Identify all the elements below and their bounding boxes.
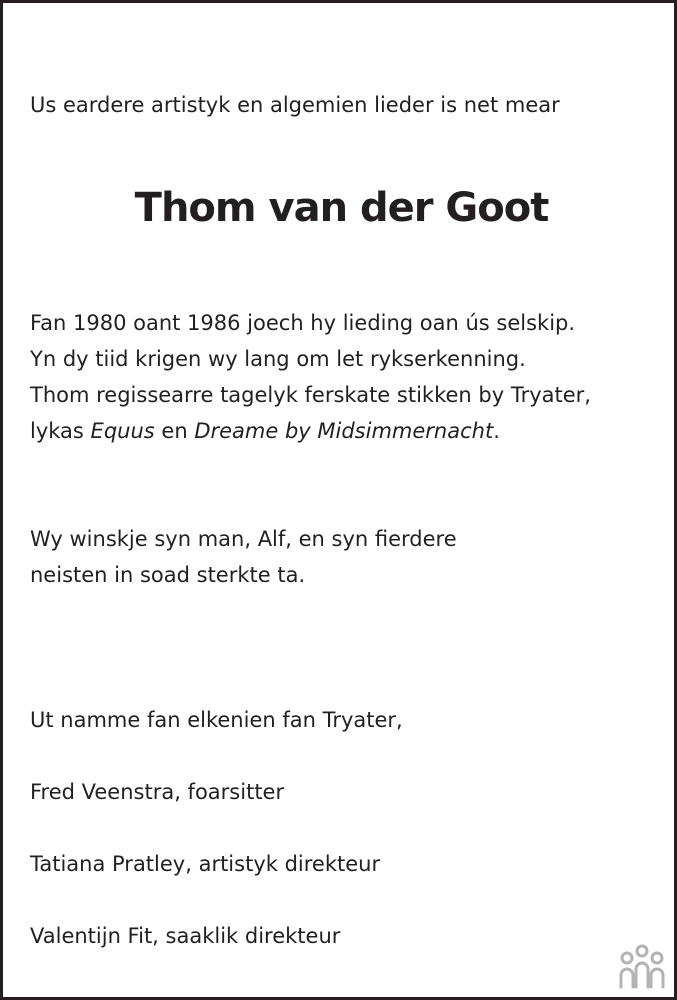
- bio-text: en: [154, 419, 195, 443]
- signatory: Tatiana Pratley, artistyk direkteur: [30, 852, 381, 876]
- play-title: Dreame by Midsimmernacht: [194, 419, 494, 443]
- bio-line: [30, 413, 591, 449]
- signatory: Valentijn Fit, saaklik direkteur: [30, 924, 341, 948]
- condolence-paragraph: [30, 521, 457, 593]
- play-title: Equus: [90, 419, 155, 443]
- people-group-icon: [615, 943, 669, 991]
- biography-paragraph: [30, 305, 591, 449]
- bio-text: .: [493, 419, 500, 443]
- bio-line: Yn dy tiid krigen wy lang om let rykserkenning.: [30, 347, 526, 371]
- bio-line: Thom regissearre tagelyk ferskate stikken by Tryater,: [30, 383, 591, 407]
- bio-text: lykas: [30, 419, 91, 443]
- condolence-line: Wy winskje syn man, Alf, en syn fierdere: [30, 527, 457, 551]
- intro-text: Us eardere artistyk en algemien lieder is net mear: [30, 93, 560, 117]
- condolence-line: neisten in soad sterkte ta.: [30, 563, 306, 587]
- signatory: Fred Veenstra, foarsitter: [30, 780, 285, 804]
- deceased-name: Thom van der Goot: [134, 185, 549, 231]
- closing-line: Ut namme fan elkenien fan Tryater,: [30, 708, 403, 732]
- bio-line: Fan 1980 oant 1986 joech hy lieding oan ús selskip.: [30, 311, 576, 335]
